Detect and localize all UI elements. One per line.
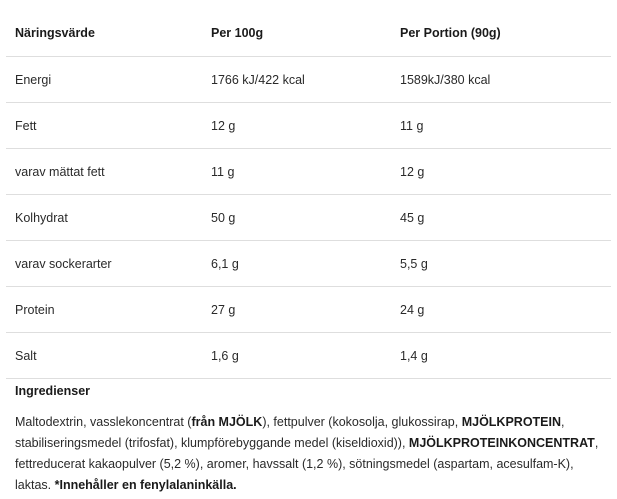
table-row [6, 241, 611, 287]
value-per-100g: 27 g [202, 287, 391, 333]
table-row [6, 149, 611, 195]
table-row [6, 333, 611, 379]
ingredients-text [15, 412, 610, 496]
header-per-portion: Per Portion (90g) [391, 10, 611, 57]
nutrient-name: Salt [6, 333, 202, 379]
value-per-portion: 45 g [391, 195, 611, 241]
value-per-100g: 12 g [202, 103, 391, 149]
table-header-row [6, 10, 611, 57]
phenylalanine-warning: *Innehåller en fenylalaninkälla. [54, 478, 237, 492]
value-per-100g: 1,6 g [202, 333, 391, 379]
table-row [6, 195, 611, 241]
value-per-100g: 1766 kJ/422 kcal [202, 57, 391, 103]
ingredients-text-part: , fettreducerat kakaopulver (5,2 %), aromer, havssalt (1,2 %), sötningsmedel (aspartam, acesulfam-K), laktas. [15, 436, 599, 492]
ingredients-title: Ingredienser [15, 384, 91, 398]
nutrient-name: varav sockerarter [6, 241, 202, 287]
nutrition-table [6, 10, 611, 379]
table-row [6, 103, 611, 149]
value-per-100g: 6,1 g [202, 241, 391, 287]
nutrient-name: Energi [6, 57, 202, 103]
value-per-portion: 1589kJ/380 kcal [391, 57, 611, 103]
value-per-portion: 5,5 g [391, 241, 611, 287]
value-per-portion: 12 g [391, 149, 611, 195]
value-per-100g: 11 g [202, 149, 391, 195]
allergen-milk-protein: MJÖLKPROTEIN [461, 415, 562, 429]
value-per-100g: 50 g [202, 195, 391, 241]
table-row [6, 287, 611, 333]
nutrient-name: varav mättat fett [6, 149, 202, 195]
nutrient-name: Protein [6, 287, 202, 333]
nutrient-name: Kolhydrat [6, 195, 202, 241]
ingredients-text-part: ), fettpulver (kokosolja, glukossirap, [262, 415, 462, 429]
ingredients-text-part: , stabiliseringsmedel (trifosfat), klumpförebyggande medel (kiseldioxid)), [15, 415, 565, 450]
header-nutrient: Näringsvärde [6, 10, 202, 57]
header-per-100g: Per 100g [202, 10, 391, 57]
value-per-portion: 11 g [391, 103, 611, 149]
value-per-portion: 24 g [391, 287, 611, 333]
table-row [6, 57, 611, 103]
nutrient-name: Fett [6, 103, 202, 149]
value-per-portion: 1,4 g [391, 333, 611, 379]
ingredients-text-part: Maltodextrin, vasslekoncentrat ( [15, 415, 192, 429]
allergen-milk-protein-concentrate: MJÖLKPROTEINKONCENTRAT [408, 436, 595, 450]
allergen-milk: från MJÖLK [191, 415, 263, 429]
